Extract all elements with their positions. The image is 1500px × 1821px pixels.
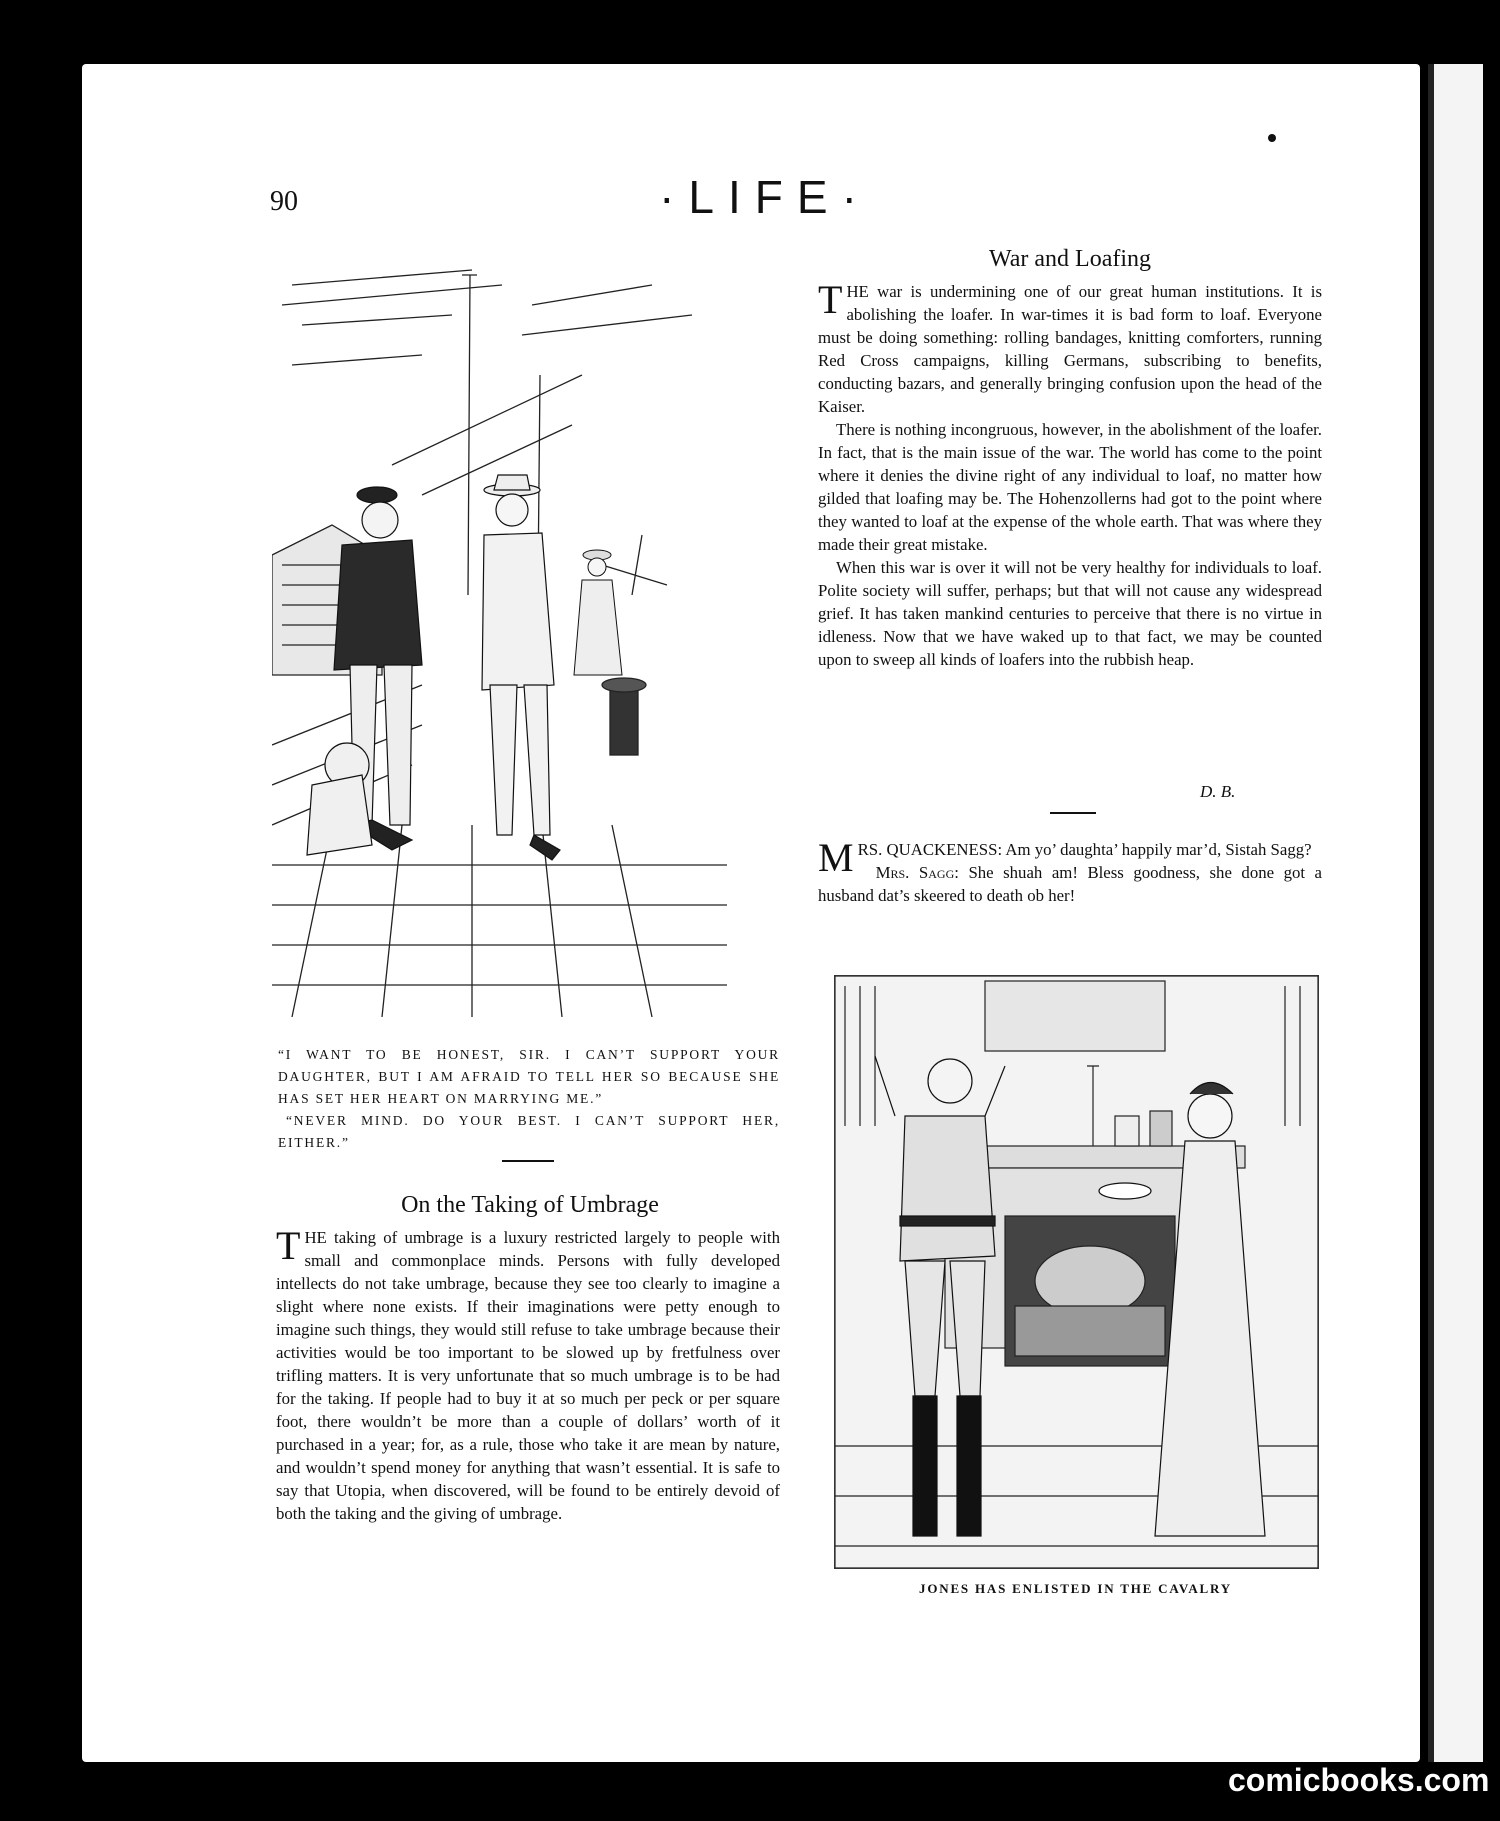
dialogue-dropcap: M xyxy=(818,835,854,880)
site-watermark: comicbooks.com xyxy=(1228,1762,1490,1798)
dock-scene-drawing xyxy=(272,265,727,1017)
dialogue-line-1: MRS. QUACKENESS: Am yo’ daughta’ happily mar’d, Sistah Sagg? xyxy=(818,835,1312,880)
war-dropcap: T xyxy=(818,277,843,322)
dialogue-line-2: Mrs. Sagg: She shuah am! Bless goodness, she done got a husband dat’s skeered to death ob her! xyxy=(818,863,1323,905)
author-signature: D. B. xyxy=(1200,782,1236,801)
dock-cartoon-illustration xyxy=(272,265,727,1017)
section-divider xyxy=(502,1160,554,1162)
caption-line-father: “NEVER MIND. DO YOUR BEST. I CAN’T SUPPORT HER, EITHER.” xyxy=(278,1113,780,1150)
page-number: 90 xyxy=(270,186,298,217)
cavalry-cartoon-caption: JONES HAS ENLISTED IN THE CAVALRY xyxy=(919,1581,1232,1596)
article-title-taking-of-umbrage: On the Taking of Umbrage xyxy=(401,1192,659,1218)
caption-line-suitor: “I WANT TO BE HONEST, SIR. I CAN’T SUPPORT YOUR DAUGHTER, BUT I AM AFRAID TO TELL HER SO BECAUSE SHE HAS SET HER HEART ON MARRYING ME.” xyxy=(278,1047,780,1106)
war-paragraph-1: THE war is undermining one of our great human institutions. It is abolishing the loafer. In war-times it is bad form to loaf. Everyone must be doing something: rolling bandages, knitting comforters, running Red Cross campaigns, killing Germans, subscribing to benefits, conducting bazars, and generally bringing confusion upon the head of the Kaiser. xyxy=(818,277,1322,416)
dialogue-joke xyxy=(818,835,1323,907)
war-paragraph-2: There is nothing incongruous, however, in the abolishment of the loafer. In fact, that is the main issue of the war. The world has come to the point where it denies the divine right of any individual to loaf, no matter how gilded that loafing may be. The Hohenzollerns had got to the point where they wanted to loaf at the expense of the whole earth. That was where they made their great mistake. xyxy=(818,420,1322,554)
masthead-title: ·LIFE· xyxy=(659,171,871,223)
fireplace-scene-drawing xyxy=(835,976,1318,1568)
article-body-taking-of-umbrage xyxy=(276,1223,780,1525)
umbrage-paragraph: THE taking of umbrage is a luxury restricted largely to people with small and commonplace minds. Persons with fully developed intellects do not take umbrage, because they see too clearly to imagine a slight where none exists. If their imaginations were petty enough to imagine such things, they would still refuse to take umbrage because their activities would be too important to be slowed up by fretfulness over trifling matters. It is very unfortunate that so much umbrage is to be had for the taking. If people had to buy it at so much per peck or per square foot, there wouldn’t be more than a couple of dollars’ worth of it purchased in a year; for, as a rule, those who take it are mean by nature, and wouldn’t spend money for anything that wasn’t essential. It is safe to say that Utopia, when discovered, will be found to be entirely devoid of both the taking and the giving of umbrage. xyxy=(276,1223,780,1523)
article-title-war-and-loafing: War and Loafing xyxy=(989,246,1151,272)
umbrage-dropcap: T xyxy=(276,1223,301,1268)
ink-speck xyxy=(1268,134,1276,142)
dock-cartoon-caption xyxy=(278,1044,780,1154)
cavalry-cartoon-illustration xyxy=(834,975,1319,1569)
speaker-name: Mrs. Sagg: xyxy=(875,863,959,882)
facing-page-edge xyxy=(1428,64,1483,1762)
article-body-war-and-loafing xyxy=(818,277,1322,671)
war-paragraph-3: When this war is over it will not be very healthy for individuals to loaf. Polite society will suffer, perhaps; but that will not cause any widespread grief. It has taken mankind centuries to perceive that there is no virtue in idleness. Now that we have waked up to that fact, we may be counted upon to sweep all kinds of loafers into the rubbish heap. xyxy=(818,558,1322,669)
section-divider xyxy=(1050,812,1096,814)
